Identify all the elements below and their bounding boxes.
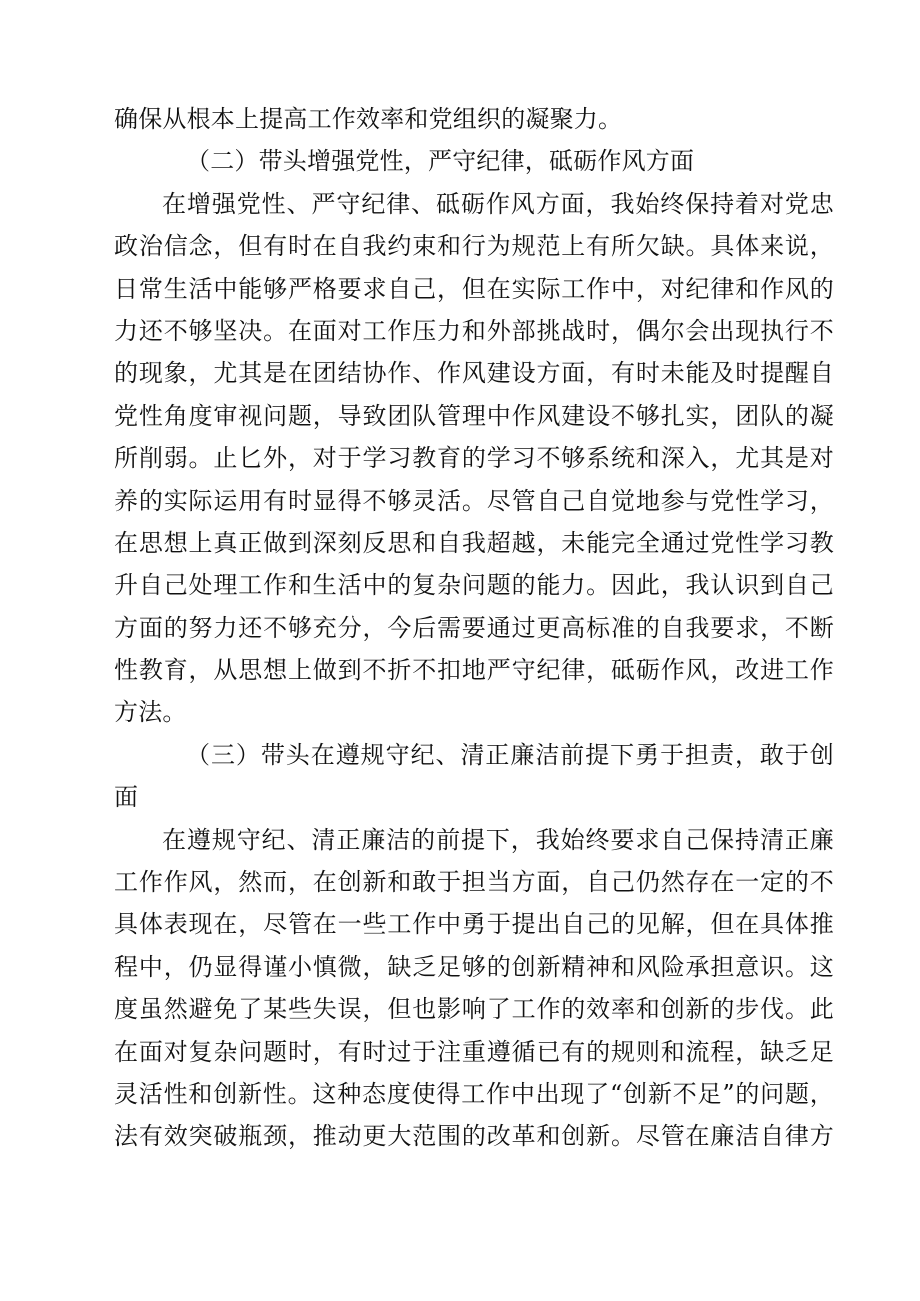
paragraph-line: 度虽然避免了某些失误，但也影响了工作的效率和创新的步伐。此 [114,995,834,1024]
paragraph-line: 灵活性和创新性。这种态度使得工作中出现了“创新不足”的问题， [114,1079,834,1108]
paragraph-line: 确保从根本上提高工作效率和党组织的凝聚力。 [114,105,623,133]
section-heading-3: （三）带头在遵规守纪、清正廉洁前提下勇于担责，敢于创 [186,740,834,769]
paragraph-line: 方面的努力还不够充分，今后需要通过更高标准的自我要求，不断 [114,613,834,642]
paragraph-line: 法有效突破瓶颈，推动更大范围的改革和创新。尽管在廉洁自律方 [114,1122,834,1151]
paragraph-line: 的现象，尤其是在团结协作、作风建设方面，有时未能及时提醒自 [114,359,834,388]
paragraph-line: 程中，仍显得谨小慎微，缺乏足够的创新精神和风险承担意识。这 [114,952,834,981]
paragraph-line: 在思想上真正做到深刻反思和自我超越，未能完全通过党性学习教 [114,528,834,557]
paragraph-line: 在面对复杂问题时，有时过于注重遵循已有的规则和流程，缺乏足 [114,1037,834,1066]
paragraph-line: 日常生活中能够严格要求自己，但在实际工作中，对纪律和作风的 [114,274,834,303]
paragraph-line: 在遵规守纪、清正廉洁的前提下，我始终要求自己保持清正廉 [162,825,834,854]
paragraph-line: 方法。 [114,698,187,727]
paragraph-line: 党性角度审视问题，导致团队管理中作风建设不够扎实，团队的凝 [114,401,834,430]
paragraph-line: 在增强党性、严守纪律、砥砺作风方面，我始终保持着对党忠 [162,189,834,218]
paragraph-line: 具体表现在，尽管在一些工作中勇于提出自己的见解，但在具体推 [114,910,834,939]
paragraph-line: 政治信念，但有时在自我约束和行为规范上有所欠缺。具体来说， [114,232,834,261]
section-heading-2: （二）带头增强党性，严守纪律，砥砺作风方面 [186,147,695,176]
section-heading-3-wrap: 面 [114,783,139,812]
paragraph-line: 升自己处理工作和生活中的复杂问题的能力。因此，我认识到自己 [114,571,834,600]
paragraph-line: 力还不够坚决。在面对工作压力和外部挑战时，偶尔会出现执行不 [114,316,834,345]
paragraph-line: 所削弱。止匕外，对于学习教育的学习不够系统和深入，尤其是对 [114,444,834,473]
paragraph-line: 养的实际运用有时显得不够灵活。尽管自己自觉地参与党性学习， [114,486,834,515]
paragraph-line: 性教育，从思想上做到不折不扣地严守纪律，砥砺作风，改进工作 [114,656,834,685]
paragraph-line: 工作作风，然而，在创新和敢于担当方面，自己仍然存在一定的不 [114,868,834,897]
